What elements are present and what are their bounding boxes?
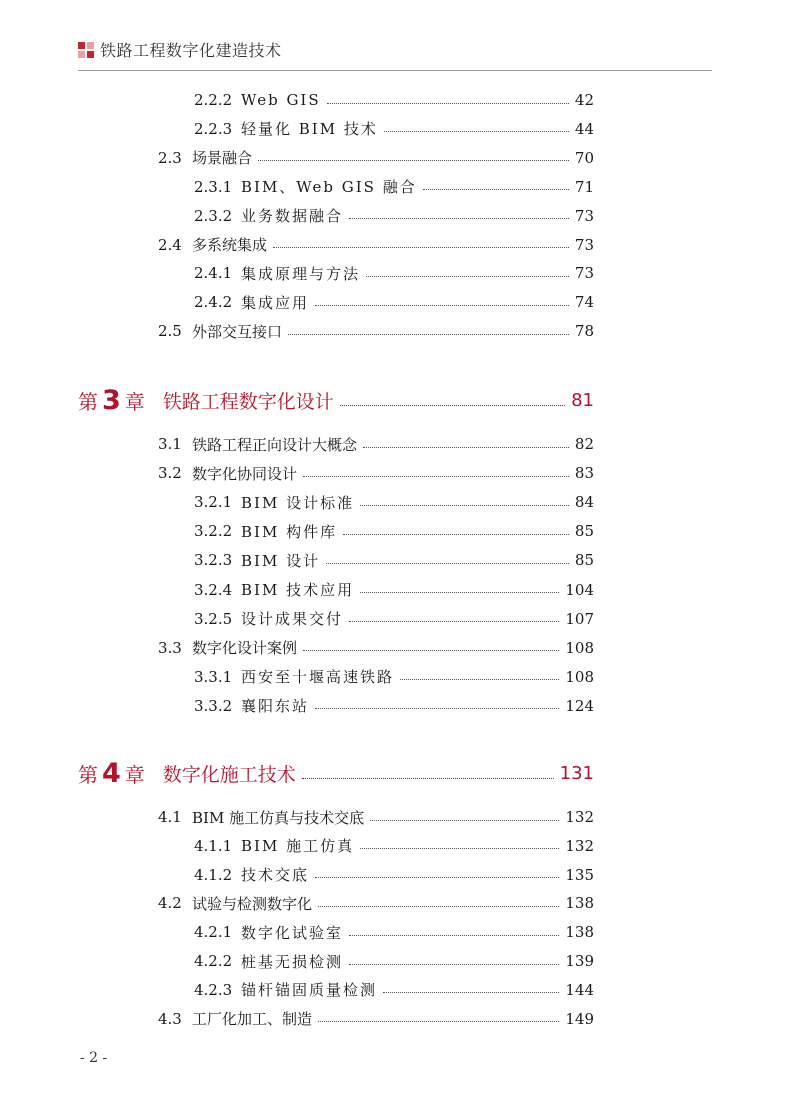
entry-number: 2.5 (158, 322, 182, 341)
entry-page: 108 (565, 667, 594, 686)
entry-number: 4.2 (158, 894, 182, 913)
entry-page: 132 (565, 808, 594, 826)
entry-title: BIM 设计 (241, 551, 321, 570)
toc-subsection-entry[interactable] (194, 862, 594, 888)
entry-number: 2.3.2 (194, 206, 233, 225)
entry-page: 124 (565, 696, 594, 715)
dot-leader (370, 820, 559, 821)
toc-section-entry[interactable] (158, 890, 594, 916)
entry-page: 104 (565, 580, 594, 599)
entry-title: 襄阳东站 (241, 697, 310, 716)
entry-page: 71 (574, 177, 594, 196)
chapter-heading-4[interactable] (78, 756, 594, 790)
entry-page: 83 (574, 464, 594, 483)
dot-leader (349, 621, 559, 622)
dot-leader (273, 247, 569, 248)
entry-page: 107 (565, 609, 594, 628)
entry-number: 2.3 (158, 148, 182, 167)
chapter-suffix: 章 (124, 389, 145, 414)
entry-title: 场景融合 (192, 149, 253, 168)
chapter-title: 铁路工程数字化设计 (162, 390, 334, 413)
dot-leader (303, 476, 569, 477)
entry-page: 135 (565, 865, 594, 884)
dot-leader (349, 218, 569, 219)
dot-leader (315, 877, 559, 878)
toc-section-entry[interactable] (158, 232, 594, 258)
dot-leader (349, 964, 559, 965)
entry-page: 70 (574, 148, 594, 167)
dot-leader (315, 708, 559, 709)
page-number: - 2 - (80, 1050, 108, 1066)
dot-leader (383, 992, 559, 993)
entry-number: 4.2.3 (194, 980, 233, 999)
toc-section-entry[interactable] (158, 635, 594, 661)
entry-number: 3.3 (158, 638, 182, 657)
entry-title: 铁路工程正向设计大概念 (192, 435, 358, 454)
entry-title: BIM 施工仿真与技术交底 (192, 808, 365, 827)
toc-subsection-entry[interactable] (194, 289, 594, 315)
entry-title: 技术交底 (241, 866, 310, 885)
entry-number: 4.1.2 (194, 865, 233, 884)
toc-subsection-entry[interactable] (194, 693, 594, 719)
entry-page: 139 (565, 952, 594, 970)
entry-number: 4.1 (158, 808, 182, 826)
toc-subsection-entry[interactable] (194, 833, 594, 859)
entry-title: 锚杆锚固质量检测 (241, 981, 378, 1000)
dot-leader (303, 650, 559, 651)
chapter-prefix: 第 (78, 389, 98, 414)
toc-subsection-entry[interactable] (194, 174, 594, 200)
dot-leader (423, 189, 569, 190)
entry-number: 3.2 (158, 464, 182, 483)
entry-title: 集成原理与方法 (241, 264, 361, 283)
toc-subsection-entry[interactable] (194, 260, 594, 286)
entry-number: 3.2.4 (194, 580, 233, 599)
entry-title: 集成应用 (241, 293, 310, 312)
chapter-suffix: 章 (124, 762, 145, 787)
entry-page: 42 (574, 91, 594, 109)
dot-leader (363, 447, 569, 448)
entry-page: 85 (574, 551, 594, 570)
chapter-number: 4 (102, 757, 121, 789)
entry-number: 3.2.2 (194, 522, 233, 541)
entry-number: 2.4.1 (194, 264, 233, 283)
entry-title: BIM 施工仿真 (241, 837, 355, 856)
entry-title: 数字化试验室 (241, 923, 344, 942)
entry-page: 44 (574, 119, 594, 138)
entry-title: 外部交互接口 (192, 322, 283, 341)
header-divider (78, 70, 712, 71)
dot-leader (327, 103, 569, 104)
toc-subsection-entry[interactable] (194, 948, 594, 974)
entry-page: 85 (574, 522, 594, 541)
entry-page: 78 (574, 322, 594, 341)
dot-leader (360, 592, 559, 593)
entry-number: 2.2.2 (194, 91, 233, 109)
toc-section-entry[interactable] (158, 431, 594, 457)
chapter-number: 3 (102, 384, 121, 416)
entry-page: 73 (574, 206, 594, 225)
chapter-page: 131 (559, 762, 594, 784)
toc-subsection-entry[interactable] (194, 518, 594, 544)
entry-number: 2.2.3 (194, 119, 233, 138)
chapter-page: 81 (571, 389, 594, 411)
chapter-prefix: 第 (78, 762, 98, 787)
entry-title: BIM、Web GIS 融合 (241, 178, 417, 197)
entry-number: 4.1.1 (194, 836, 233, 855)
entry-title: 西安至十堰高速铁路 (241, 668, 395, 687)
toc-section-entry[interactable] (158, 318, 594, 344)
dot-leader (360, 848, 559, 849)
toc-subsection-entry[interactable] (194, 489, 594, 515)
dot-leader (288, 334, 569, 335)
dot-leader (360, 505, 569, 506)
dot-leader (318, 906, 559, 907)
dot-leader (258, 160, 569, 161)
entry-number: 3.3.2 (194, 696, 233, 715)
chapter-heading-3[interactable] (78, 383, 594, 417)
toc-subsection-entry[interactable] (194, 547, 594, 573)
entry-number: 3.3.1 (194, 667, 233, 686)
dot-leader (340, 405, 565, 406)
entry-number: 3.2.1 (194, 493, 233, 512)
entry-number: 2.4.2 (194, 293, 233, 312)
dot-leader (400, 679, 559, 680)
entry-number: 3.2.3 (194, 551, 233, 570)
entry-title: 轻量化 BIM 技术 (241, 120, 378, 139)
entry-title: 桩基无损检测 (241, 952, 344, 971)
toc-subsection-entry[interactable] (194, 606, 594, 632)
entry-page: 73 (574, 235, 594, 254)
toc-section-entry[interactable] (158, 804, 594, 830)
entry-title: 数字化协同设计 (192, 464, 298, 483)
dot-leader (326, 563, 569, 564)
entry-page: 138 (565, 923, 594, 942)
entry-title: Web GIS (241, 91, 321, 109)
entry-title: 业务数据融合 (241, 207, 344, 226)
entry-number: 3.1 (158, 435, 182, 453)
toc-subsection-entry[interactable] (194, 664, 594, 690)
toc-section-entry[interactable] (158, 1006, 594, 1032)
toc-section-entry[interactable] (158, 145, 594, 171)
dot-leader (315, 305, 569, 306)
book-logo-icon (78, 42, 94, 58)
entry-page: 138 (565, 894, 594, 913)
entry-title: BIM 构件库 (241, 522, 338, 541)
toc-subsection-entry[interactable] (194, 116, 594, 142)
dot-leader (302, 778, 554, 779)
dot-leader (349, 935, 559, 936)
entry-title: 多系统集成 (192, 236, 268, 254)
entry-number: 4.2.1 (194, 923, 233, 942)
dot-leader (384, 131, 569, 132)
entry-page: 84 (574, 493, 594, 512)
entry-page: 149 (565, 1009, 594, 1028)
dot-leader (366, 276, 569, 277)
entry-title: BIM 设计标准 (241, 493, 355, 512)
entry-page: 73 (574, 264, 594, 283)
entry-number: 4.2.2 (194, 952, 233, 970)
entry-title: 试验与检测数字化 (192, 894, 313, 913)
entry-title: 数字化设计案例 (192, 639, 298, 658)
toc-subsection-entry[interactable] (194, 919, 594, 945)
entry-page: 74 (574, 293, 594, 312)
entry-number: 3.2.5 (194, 609, 233, 628)
toc-subsection-entry[interactable] (194, 577, 594, 603)
book-title: 铁路工程数字化建造技术 (100, 41, 282, 60)
entry-page: 144 (565, 980, 594, 999)
dot-leader (343, 534, 569, 535)
running-header (0, 0, 790, 72)
entry-page: 132 (565, 836, 594, 855)
toc-subsection-entry[interactable] (194, 87, 594, 113)
entry-title: 设计成果交付 (241, 610, 344, 629)
chapter-title: 数字化施工技术 (162, 763, 296, 786)
toc-subsection-entry[interactable] (194, 203, 594, 229)
toc-section-entry[interactable] (158, 460, 594, 486)
dot-leader (318, 1021, 559, 1022)
entry-title: BIM 技术应用 (241, 581, 355, 599)
toc-subsection-entry[interactable] (194, 977, 594, 1003)
entry-number: 2.4 (158, 235, 182, 254)
entry-page: 108 (565, 638, 594, 657)
entry-number: 2.3.1 (194, 177, 233, 196)
entry-number: 4.3 (158, 1009, 182, 1028)
entry-title: 工厂化加工、制造 (192, 1010, 313, 1029)
entry-page: 82 (574, 435, 594, 453)
